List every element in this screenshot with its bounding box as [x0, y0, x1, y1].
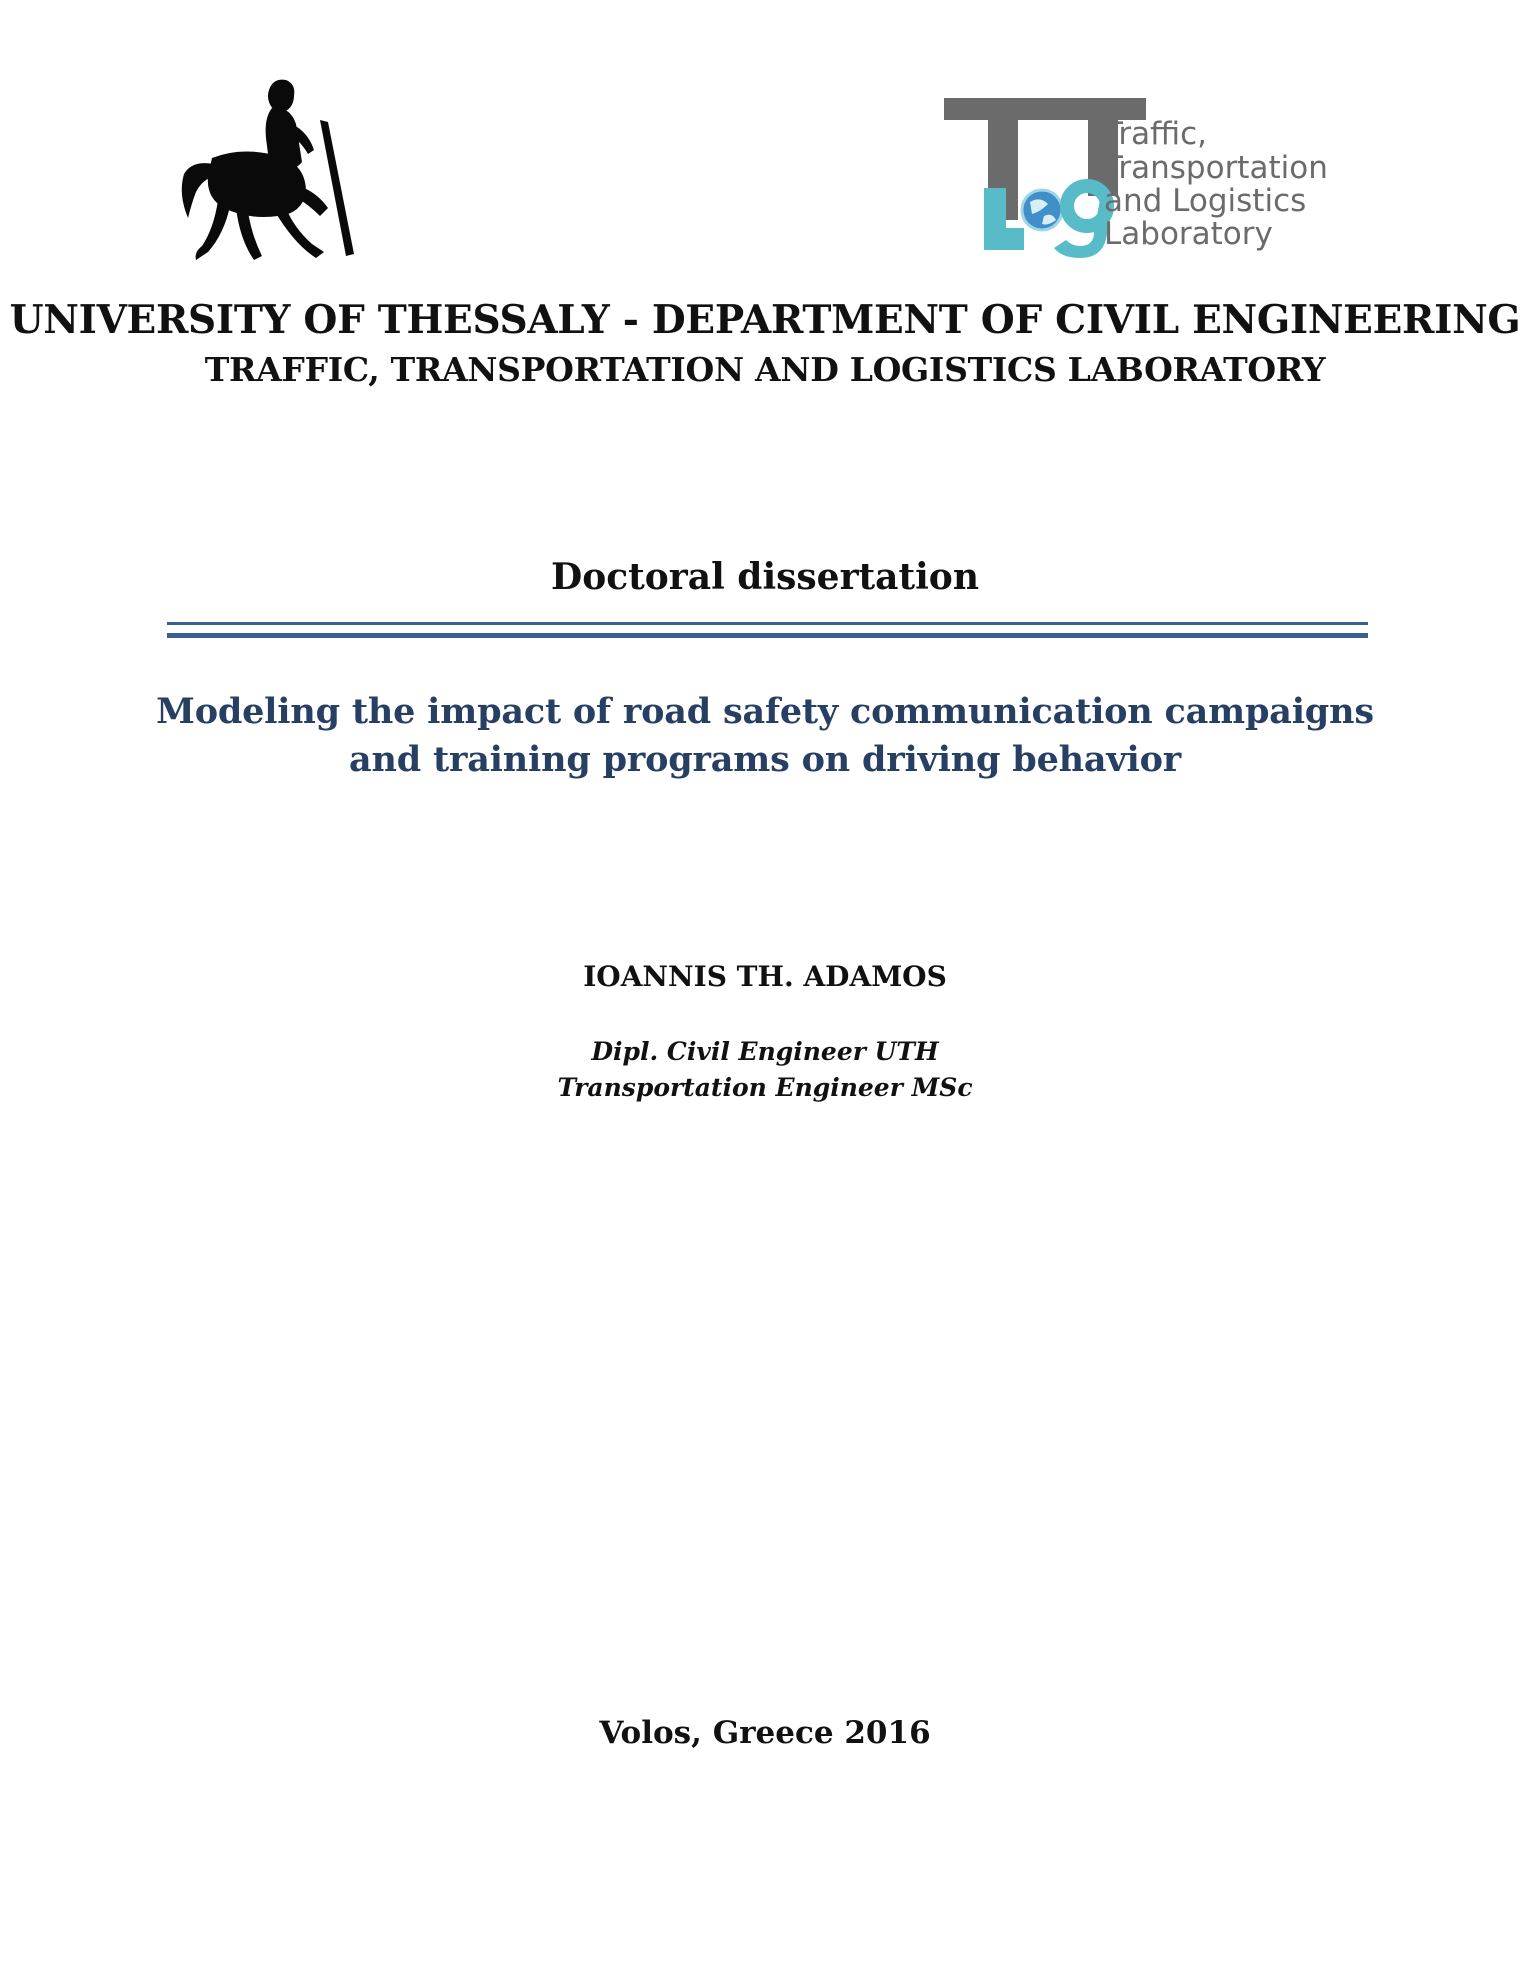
lab-logo-text-line-4: Laboratory — [1104, 216, 1273, 252]
title-rule-bottom — [167, 633, 1368, 638]
dissertation-title-line-2: and training programs on driving behavior — [349, 739, 1181, 780]
centaur-emblem-icon — [178, 76, 368, 262]
author-credentials — [0, 1034, 1530, 1106]
university-logo — [178, 76, 368, 262]
title-rule-top — [167, 622, 1368, 625]
university-department-heading: UNIVERSITY OF THESSALY - DEPARTMENT OF CIVIL ENGINEERING — [9, 297, 1521, 343]
author-credential-1: Dipl. Civil Engineer UTH — [591, 1037, 939, 1066]
dissertation-title-line-1: Modeling the impact of road safety communication campaigns — [156, 691, 1374, 732]
ttlog-logo-icon — [944, 94, 1344, 262]
document-type: Doctoral dissertation — [551, 556, 979, 598]
laboratory-heading: TRAFFIC, TRANSPORTATION AND LOGISTICS LABORATORY — [204, 350, 1326, 389]
lab-logo-text-line-3: and Logistics — [1104, 183, 1307, 219]
lab-logo — [944, 94, 1344, 262]
author-name: IOANNIS TH. ADAMOS — [583, 960, 947, 993]
author-credential-2: Transportation Engineer MSc — [557, 1073, 973, 1102]
place-year: Volos, Greece 2016 — [599, 1715, 931, 1751]
lab-logo-text-line-2: Transportation — [1104, 150, 1328, 186]
lab-logo-text-line-1: Traffic, — [1104, 116, 1207, 152]
dissertation-title — [0, 688, 1530, 784]
